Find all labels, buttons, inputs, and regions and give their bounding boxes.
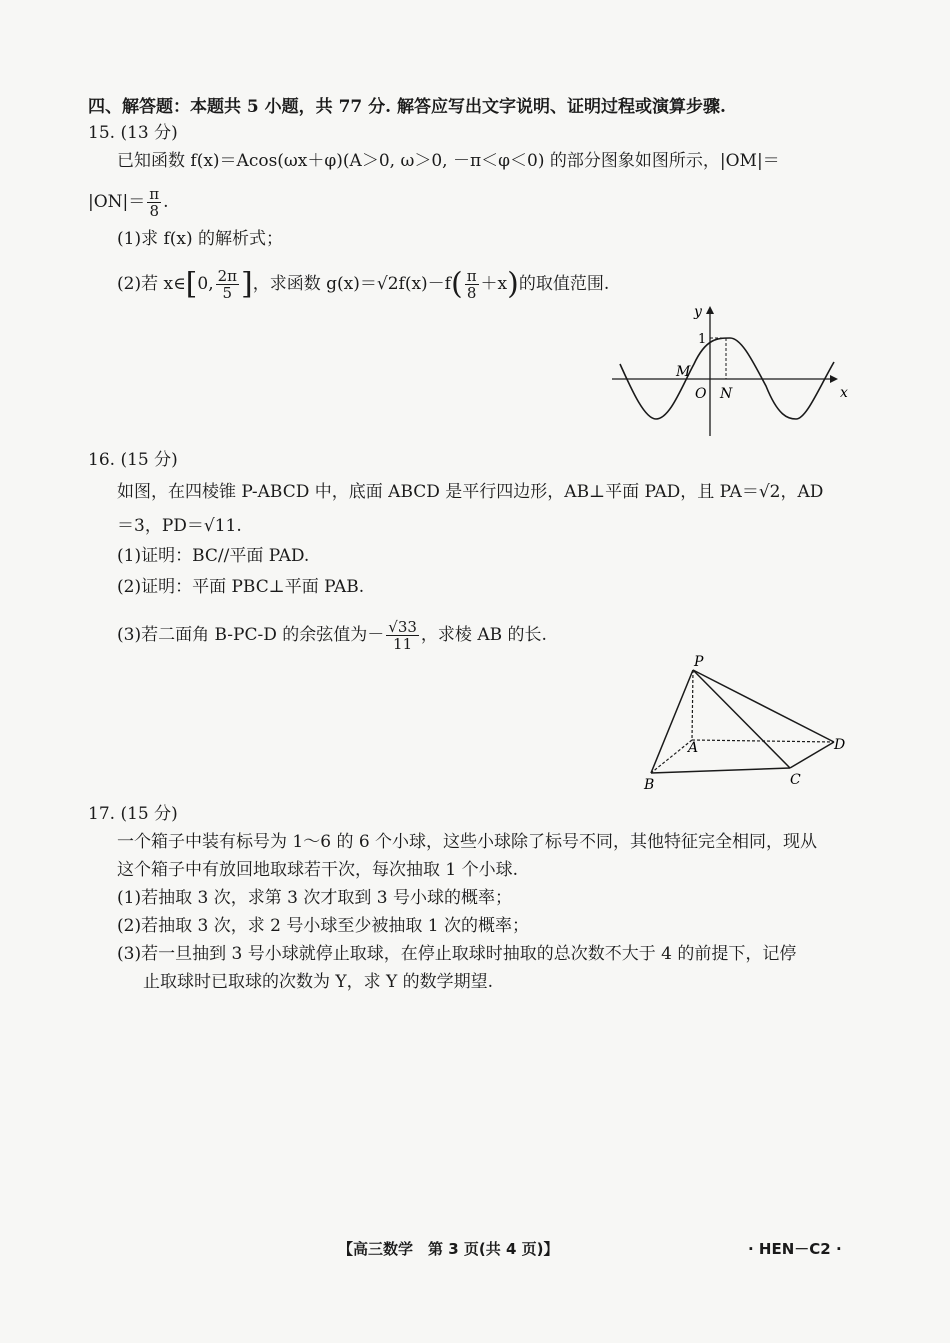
edge-PB — [651, 670, 693, 773]
q15-pi-over-8 — [147, 186, 161, 219]
frac-num: √33 — [388, 618, 417, 636]
q16-number: 16. (15 分) — [88, 450, 178, 470]
q15-pi-over-8-b — [465, 268, 479, 301]
q15-interval-start: 0, — [197, 274, 214, 294]
label-A: A — [688, 740, 699, 756]
footer-page: 【高三数学 第 3 页(共 4 页)】 — [338, 1240, 559, 1258]
q16-stem-a-text: 如图，在四棱锥 P-ABCD 中，底面 ABCD 是平行四边形，AB⊥平面 PAD，且 PA＝ — [117, 482, 759, 502]
y-axis-label: y — [694, 304, 702, 320]
q16-part2: (2)证明：平面 PBC⊥平面 PAB. — [117, 577, 365, 597]
q15-stem-b-prefix: |ON|＝ — [88, 192, 146, 212]
N-label: N — [720, 386, 733, 402]
edge-BC — [651, 768, 790, 773]
q15-stem-b-suffix: . — [163, 192, 169, 212]
footer-code: · HEN－C2 · — [748, 1240, 842, 1258]
edge-PC — [693, 670, 790, 768]
q15-part1: (1)求 f(x) 的解析式； — [117, 229, 284, 249]
q16-stem-b-prefix: ＝3，PD＝ — [117, 516, 204, 536]
frac-num: 2π — [217, 267, 238, 285]
q17-part3-b: 止取球时已取球的次数为 Y，求 Y 的数学期望. — [143, 972, 494, 992]
y-axis-arrow — [706, 306, 714, 314]
q17-number: 17. (15 分) — [88, 804, 178, 824]
q15-cosine-graph — [606, 300, 856, 440]
q16-part1: (1)证明：BC//平面 PAD. — [117, 546, 310, 566]
q15-plus-x: ＋x — [480, 274, 508, 294]
one-label: 1 — [698, 332, 707, 347]
q17-part2: (2)若抽取 3 次，求 2 号小球至少被抽取 1 次的概率； — [117, 916, 529, 936]
edge-CD — [790, 742, 834, 768]
right-bracket: ] — [241, 266, 253, 302]
q15-sqrt2: √2 — [376, 274, 399, 294]
q16-part3-suffix: ，求棱 AB 的长. — [420, 625, 547, 645]
q16-stem-a — [117, 481, 823, 503]
q16-part3-prefix: (3)若二面角 B-PC-D 的余弦值为－ — [117, 625, 385, 645]
x-axis-label: x — [840, 385, 848, 401]
left-bracket: [ — [185, 266, 198, 302]
left-paren: ( — [450, 266, 463, 302]
frac-den: 8 — [149, 202, 159, 220]
q15-part2-suffix: 的取值范围. — [518, 274, 610, 294]
q15-stem-b — [88, 186, 169, 219]
frac-den: 8 — [466, 284, 477, 302]
q16-part3 — [117, 619, 547, 652]
q15-part2-mid2: f(x)－f — [398, 274, 451, 294]
M-label: M — [676, 364, 691, 380]
section-heading: 四、解答题：本题共 5 小题，共 77 分. 解答应写出文字说明、证明过程或演算步骤. — [88, 97, 726, 117]
q15-part2-prefix: (2)若 x∈ — [117, 274, 186, 294]
frac-num: π — [466, 267, 477, 285]
q15-stem-a: 已知函数 f(x)＝Acos(ωx＋φ)(A＞0, ω＞0, －π＜φ＜0) 的部分图象如图所示，|OM|＝ — [117, 151, 780, 171]
right-paren: ) — [507, 266, 519, 302]
q16-sqrt33-over-11 — [386, 619, 419, 652]
q15-2pi-over-5 — [216, 268, 239, 301]
q15-number: 15. (13 分) — [88, 123, 178, 143]
q16-stem-b — [117, 515, 242, 537]
edge-PD — [693, 670, 834, 742]
q16-stem-b-suffix: . — [236, 516, 242, 536]
O-label: O — [695, 386, 707, 402]
label-C: C — [790, 772, 801, 788]
label-B: B — [644, 777, 655, 793]
q16-stem-a-end: ，AD — [780, 482, 824, 502]
q16-pyramid-figure — [636, 650, 856, 795]
frac-den: 11 — [393, 635, 413, 653]
q17-part1: (1)若抽取 3 次，求第 3 次才取到 3 号小球的概率； — [117, 888, 512, 908]
frac-num: π — [149, 185, 160, 203]
edge-PA — [692, 670, 693, 740]
x-axis-arrow — [830, 375, 838, 383]
label-D: D — [834, 737, 846, 753]
frac-den: 5 — [222, 284, 233, 302]
q16-sqrt11: √11 — [203, 516, 237, 536]
q15-part2-mid: ，求函数 g(x)＝ — [252, 274, 377, 294]
q17-part3-a: (3)若一旦抽到 3 号小球就停止取球，在停止取球时抽取的总次数不大于 4 的前提下，记停 — [117, 944, 797, 964]
label-P: P — [694, 654, 704, 670]
q15-part2 — [117, 268, 609, 301]
q17-line2: 这个箱子中有放回地取球若干次，每次抽取 1 个小球. — [117, 860, 519, 880]
q16-sqrt2: √2 — [758, 482, 781, 502]
q17-line1: 一个箱子中装有标号为 1～6 的 6 个小球，这些小球除了标号不同，其他特征完全相同，现从 — [117, 832, 818, 852]
